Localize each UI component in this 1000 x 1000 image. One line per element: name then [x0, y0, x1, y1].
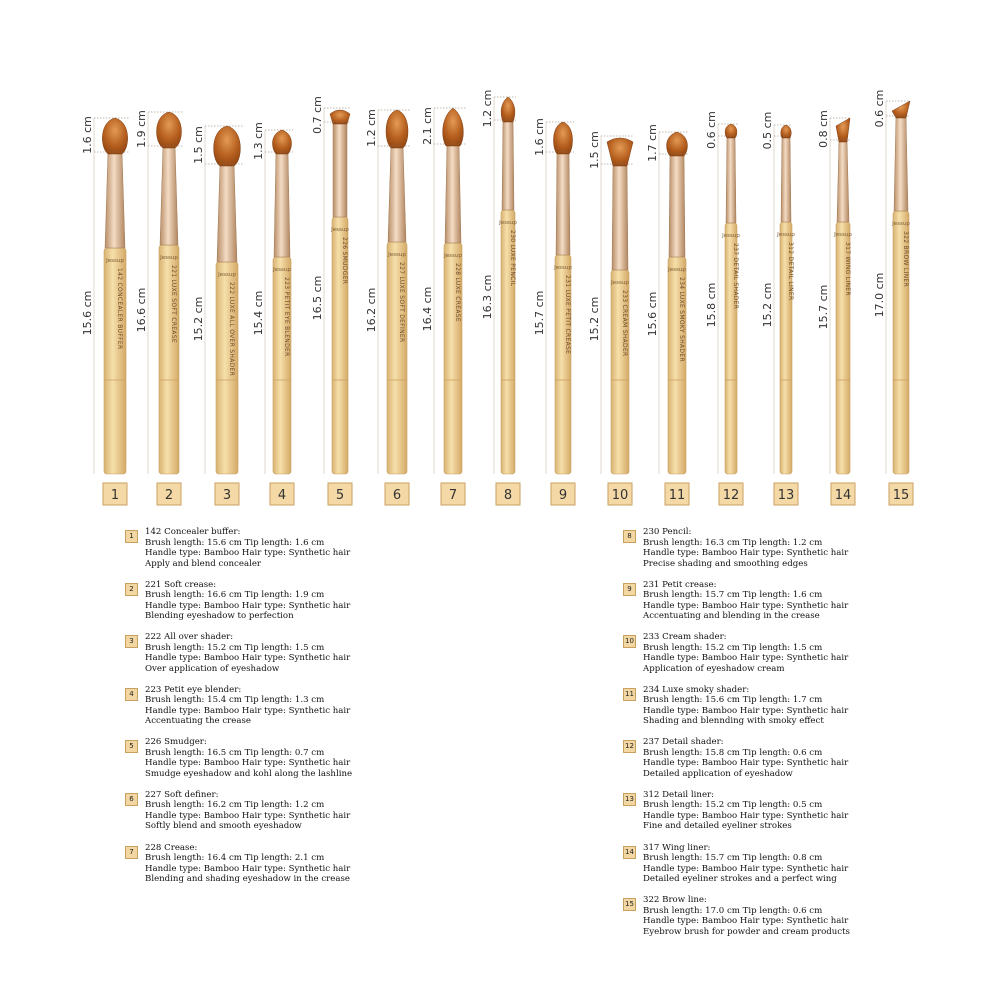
legend-title: 230 Pencil:	[643, 527, 692, 537]
tip-length-label: 0.6 cm	[873, 89, 886, 128]
legend-text	[145, 527, 350, 569]
brand-mark: Jessup	[892, 221, 910, 227]
legend-text	[643, 580, 848, 622]
brush-hair	[667, 132, 688, 156]
legend-types: Handle type: Bamboo Hair type: Synthetic hair	[643, 600, 849, 611]
legend-entry-1	[125, 526, 485, 579]
brush-hair	[272, 130, 291, 154]
legend-types: Handle type: Bamboo Hair type: Synthetic hair	[643, 705, 849, 716]
brush-ferrule	[894, 116, 908, 211]
legend-lengths: Brush length: 16.4 cm Tip length: 2.1 cm	[145, 853, 325, 864]
legend-badge: 15	[623, 898, 636, 911]
brand-mark: Jessup	[611, 280, 629, 286]
legend-text	[643, 685, 848, 727]
handle-label: 237 DETAIL SHADER	[732, 243, 739, 310]
legend-text	[145, 685, 350, 727]
legend-description: Over application of eyeshadow	[145, 663, 280, 674]
legend-title: 222 All over shader:	[145, 632, 234, 643]
brush-length-label: 15.2 cm	[761, 282, 774, 328]
legend-types: Handle type: Bamboo Hair type: Synthetic hair	[643, 810, 849, 821]
legend-entry-8	[623, 526, 983, 579]
legend-badge: 6	[125, 793, 138, 806]
legend-types: Handle type: Bamboo Hair type: Synthetic hair	[145, 758, 351, 769]
brush-hair	[102, 118, 127, 154]
brush-ferrule	[388, 146, 406, 242]
legend-badge: 9	[623, 583, 636, 596]
legend-types: Handle type: Bamboo Hair type: Synthetic hair	[145, 600, 351, 611]
brush-8	[481, 90, 520, 505]
brush-ferrule	[612, 164, 628, 270]
brush-1	[81, 116, 130, 505]
brush-length-label: 15.7 cm	[533, 290, 546, 336]
legend-badge: 7	[125, 846, 138, 859]
legend-badge: 10	[623, 635, 636, 648]
legend-title: 142 Concealer buffer:	[145, 527, 241, 537]
brush-hair	[607, 138, 633, 166]
handle-label: 142 CONCEALER BUFFER	[116, 268, 123, 350]
legend-title: 223 Petit eye blender:	[145, 684, 242, 695]
brush-ferrule	[669, 154, 685, 257]
number-badge-label: 7	[448, 488, 458, 503]
brush-7	[421, 107, 466, 505]
legend-badge: 8	[623, 530, 636, 543]
handle-label: 230 LUXE PENCIL	[509, 230, 516, 287]
brush-ferrule	[781, 136, 791, 222]
number-badge-label: 14	[834, 488, 852, 503]
number-badge-label: 10	[611, 488, 629, 503]
brush-ferrule	[502, 120, 514, 210]
brush-length-label: 15.2 cm	[192, 296, 205, 342]
legend-types: Handle type: Bamboo Hair type: Synthetic hair	[145, 548, 351, 558]
brush-10	[588, 131, 633, 505]
legend-title: 317 Wing liner:	[643, 842, 711, 853]
legend-description: Smudge eyeshadow and kohl along the lashline	[145, 768, 353, 779]
legend-entry-2	[125, 579, 485, 632]
number-badge-label: 2	[164, 488, 174, 503]
legend-entry-5	[125, 736, 485, 789]
brush-13	[761, 112, 798, 505]
legend-lengths: Brush length: 16.3 cm Tip length: 1.2 cm	[643, 537, 823, 548]
brush-11	[646, 124, 689, 505]
legend-entry-11	[623, 684, 983, 737]
legend-text	[145, 790, 350, 832]
tip-length-label: 0.5 cm	[761, 111, 774, 150]
legend-badge: 1	[125, 530, 138, 543]
legend-lengths: Brush length: 17.0 cm Tip length: 0.6 cm	[643, 905, 823, 916]
brush-length-label: 15.8 cm	[705, 282, 718, 328]
legend-description: Blending eyeshadow to perfection	[145, 611, 294, 622]
legend-title: 228 Crease:	[145, 842, 198, 853]
brush-length-label: 16.2 cm	[365, 287, 378, 333]
number-badge-label: 11	[668, 488, 686, 503]
brush-3	[192, 126, 243, 505]
brush-length-label: 15.2 cm	[588, 296, 601, 342]
brush-length-label: 16.6 cm	[135, 287, 148, 333]
brand-mark: Jessup	[331, 227, 349, 233]
legend-left-column	[125, 526, 485, 894]
legend-description: Fine and detailed eyeliner strokes	[643, 821, 792, 832]
legend-entry-13	[623, 789, 983, 842]
legend-description: Precise shading and smoothing edges	[643, 558, 808, 569]
legend-title: 233 Cream shader:	[643, 632, 727, 643]
tip-length-label: 1.2 cm	[481, 89, 494, 128]
legend-lengths: Brush length: 15.2 cm Tip length: 0.5 cm	[643, 800, 823, 811]
legend-text	[145, 580, 350, 622]
tip-length-label: 1.9 cm	[135, 110, 148, 148]
legend-title: 312 Detail liner:	[643, 789, 715, 800]
number-badge-label: 12	[722, 488, 740, 503]
brand-mark: Jessup	[668, 267, 686, 273]
brush-ferrule	[445, 144, 461, 243]
legend-description: Apply and blend concealer	[145, 558, 262, 569]
number-badge-label: 13	[777, 488, 795, 503]
legend-description: Detailed eyeliner strokes and a perfect wing	[643, 874, 837, 885]
legend-description: Accentuating and blending in the crease	[643, 611, 820, 622]
handle-label: 227 LUXE SOFT DEFINER	[398, 262, 405, 343]
tip-length-label: 1.6 cm	[533, 118, 546, 156]
legend-text	[643, 895, 850, 937]
legend-entry-10	[623, 631, 983, 684]
number-badge-label: 3	[222, 488, 232, 503]
brush-hair	[501, 97, 515, 122]
number-badge-label: 15	[892, 488, 910, 503]
brush-ferrule	[160, 146, 178, 245]
legend-lengths: Brush length: 15.7 cm Tip length: 0.8 cm	[643, 853, 823, 864]
brand-mark: Jessup	[106, 258, 124, 264]
legend-badge: 3	[125, 635, 138, 648]
legend-lengths: Brush length: 15.4 cm Tip length: 1.3 cm	[145, 695, 325, 706]
brush-hair	[214, 126, 241, 166]
legend-badge: 14	[623, 846, 636, 859]
legend-types: Handle type: Bamboo Hair type: Synthetic hair	[643, 653, 849, 664]
tip-length-label: 1.5 cm	[588, 131, 601, 169]
legend-right-column	[623, 526, 983, 947]
brush-15	[873, 90, 913, 505]
brand-mark: Jessup	[777, 232, 795, 238]
number-badge-label: 8	[503, 488, 513, 503]
legend-lengths: Brush length: 16.5 cm Tip length: 0.7 cm	[145, 747, 325, 758]
brush-9	[533, 118, 575, 505]
tip-length-label: 1.2 cm	[365, 109, 378, 147]
tip-length-label: 0.7 cm	[311, 96, 324, 134]
brand-mark: Jessup	[499, 220, 517, 226]
handle-label: 226 SMUDGER	[341, 237, 348, 285]
legend-entry-14	[623, 842, 983, 895]
brand-mark: Jessup	[722, 233, 740, 239]
legend-title: 322 Brow line:	[643, 895, 707, 906]
legend-types: Handle type: Bamboo Hair type: Synthetic hair	[643, 916, 849, 927]
brand-mark: Jessup	[388, 252, 406, 258]
brush-length-label: 16.5 cm	[311, 275, 324, 321]
handle-label: 322 BROW LINER	[902, 231, 909, 287]
brand-mark: Jessup	[160, 255, 178, 261]
legend-lengths: Brush length: 15.6 cm Tip length: 1.7 cm	[643, 695, 823, 706]
brush-length-label: 16.3 cm	[481, 274, 494, 320]
brush-ferrule	[217, 164, 237, 262]
tip-length-label: 1.6 cm	[81, 116, 94, 154]
legend-types: Handle type: Bamboo Hair type: Synthetic hair	[145, 863, 351, 874]
legend-text	[643, 790, 848, 832]
brush-length-label: 15.7 cm	[817, 284, 830, 330]
legend-badge: 12	[623, 740, 636, 753]
handle-label: 231 LUXE PETIT CREASE	[564, 275, 571, 355]
legend-description: Blending and shading eyeshadow in the crease	[145, 874, 350, 885]
legend-lengths: Brush length: 16.6 cm Tip length: 1.9 cm	[145, 590, 325, 601]
legend-badge: 2	[125, 583, 138, 596]
legend-title: 227 Soft definer:	[145, 789, 219, 800]
brush-hair	[386, 110, 408, 148]
legend-lengths: Brush length: 16.2 cm Tip length: 1.2 cm	[145, 800, 325, 811]
tip-length-label: 1.7 cm	[646, 124, 659, 162]
legend-entry-3	[125, 631, 485, 684]
brush-2	[135, 110, 184, 505]
legend-entry-9	[623, 579, 983, 632]
legend-badge: 13	[623, 793, 636, 806]
legend-title: 221 Soft crease:	[145, 579, 217, 590]
brush-length-label: 15.6 cm	[646, 291, 659, 337]
legend-types: Handle type: Bamboo Hair type: Synthetic hair	[145, 810, 351, 821]
handle-label: 221 LUXE SOFT CREASE	[170, 265, 177, 343]
tip-length-label: 1.5 cm	[192, 126, 205, 164]
handle-label: 228 LUXE CREASE	[454, 263, 461, 322]
tip-length-label: 0.6 cm	[705, 111, 718, 149]
brush-hair	[443, 108, 464, 146]
brush-4	[252, 122, 294, 505]
legend-badge: 4	[125, 688, 138, 701]
handle-label: 222 LUXE ALL OVER SHADER	[228, 282, 235, 377]
legend-badge: 5	[125, 740, 138, 753]
legend-entry-15	[623, 894, 983, 947]
brush-ferrule	[333, 122, 347, 217]
legend-lengths: Brush length: 15.2 cm Tip length: 1.5 cm	[643, 642, 823, 653]
brush-14	[817, 110, 855, 505]
tip-length-label: 0.8 cm	[817, 110, 830, 148]
brush-5	[311, 96, 352, 505]
handle-label: 223 PETIT EYE BLENDER	[283, 277, 290, 357]
legend-entry-6	[125, 789, 485, 842]
brush-ferrule	[274, 152, 290, 257]
legend-text	[145, 843, 350, 885]
tip-length-label: 2.1 cm	[421, 107, 434, 145]
legend-description: Detailed application of eyeshadow	[643, 768, 793, 779]
legend-description: Application of eyeshadow cream	[643, 663, 785, 674]
brand-mark: Jessup	[218, 272, 236, 278]
brand-mark: Jessup	[444, 253, 462, 259]
brush-length-label: 16.4 cm	[421, 286, 434, 332]
number-badge-label: 5	[335, 488, 345, 503]
number-badge-label: 6	[392, 488, 402, 503]
legend-description: Softly blend and smooth eyeshadow	[145, 821, 302, 832]
legend-lengths: Brush length: 15.2 cm Tip length: 1.5 cm	[145, 642, 325, 653]
legend-badge: 11	[623, 688, 636, 701]
legend-text	[643, 527, 848, 569]
legend-types: Handle type: Bamboo Hair type: Synthetic hair	[643, 863, 849, 874]
tip-length-label: 1.3 cm	[252, 122, 265, 160]
number-badge-label: 1	[110, 488, 120, 503]
legend-text	[643, 632, 848, 674]
legend-types: Handle type: Bamboo Hair type: Synthetic hair	[643, 758, 849, 769]
handle-label: 312 DETAIL LINER	[787, 242, 794, 301]
handle-label: 233 CREAM SHADER	[621, 290, 628, 357]
brush-hair	[836, 118, 850, 142]
brush-hair	[553, 122, 572, 154]
legend-title: 237 Detail shader:	[643, 737, 724, 748]
legend-description: Shading and blennding with smoky effect	[643, 716, 824, 727]
brush-hair	[157, 112, 182, 148]
legend-title: 234 Luxe smoky shader:	[643, 684, 750, 695]
handle-label: 234 LUXE SMOKY SHADER	[678, 277, 685, 362]
legend-lengths: Brush length: 15.8 cm Tip length: 0.6 cm	[643, 747, 823, 758]
brush-ferrule	[556, 152, 570, 255]
brush-length-label: 15.4 cm	[252, 290, 265, 336]
handle-label: 317 WING LINER	[844, 242, 851, 296]
legend-entry-4	[125, 684, 485, 737]
brand-mark: Jessup	[273, 267, 291, 273]
legend-text	[643, 843, 848, 885]
legend-types: Handle type: Bamboo Hair type: Synthetic hair	[643, 548, 849, 558]
legend-description: Eyebrow brush for powder and cream products	[643, 926, 850, 937]
legend-text	[145, 737, 352, 779]
legend-text	[643, 737, 848, 779]
brand-mark: Jessup	[554, 265, 572, 271]
brush-6	[365, 109, 410, 505]
legend-text	[145, 632, 350, 674]
legend-lengths: Brush length: 15.7 cm Tip length: 1.6 cm	[643, 590, 823, 601]
legend-types: Handle type: Bamboo Hair type: Synthetic hair	[145, 705, 351, 716]
brush-hair	[892, 101, 910, 118]
number-badge-label: 4	[277, 488, 287, 503]
brush-ferrule	[837, 140, 849, 222]
legend-entry-12	[623, 736, 983, 789]
brand-mark: Jessup	[834, 232, 852, 238]
brush-12	[705, 111, 743, 505]
brush-length-label: 17.0 cm	[873, 272, 886, 318]
brush-ferrule	[726, 136, 736, 223]
legend-description: Accentuating the crease	[145, 716, 251, 727]
legend-title: 231 Petit crease:	[643, 579, 717, 590]
legend-entry-7	[125, 842, 485, 895]
legend-title: 226 Smudger:	[145, 737, 207, 748]
brush-length-label: 15.6 cm	[81, 290, 94, 336]
brush-ferrule	[105, 152, 125, 248]
number-badge-label: 9	[558, 488, 568, 503]
legend-types: Handle type: Bamboo Hair type: Synthetic hair	[145, 653, 351, 664]
legend-lengths: Brush length: 15.6 cm Tip length: 1.6 cm	[145, 537, 325, 548]
